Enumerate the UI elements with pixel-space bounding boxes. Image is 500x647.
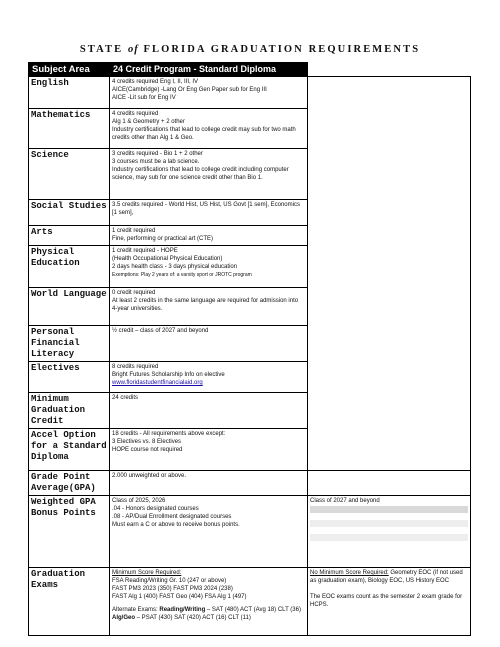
req-line: Must earn a C or above to receive bonus points.: [112, 522, 240, 528]
subject-world-language: World Language: [29, 288, 110, 326]
alt-label: Alternate Exams:: [112, 607, 158, 613]
req-line: 3 Electives vs. 8 Electives: [112, 439, 182, 445]
header-blank: [308, 63, 471, 77]
notes-column: [308, 77, 471, 471]
req-line: 4 credits required Eng I, II, III, IV: [112, 79, 199, 85]
req-line: 2.000 unweighted or above.: [112, 473, 187, 479]
req-line: HOPE course not required: [112, 447, 183, 453]
subject-financial-literacy: Personal Financial Literacy: [29, 326, 110, 362]
req-line: .04 - Honors designated courses: [112, 506, 199, 512]
subject-physical-education: Physical Education: [29, 246, 110, 288]
req-line: Industry certifications that lead to college credit including computer science, may sub for one science credit other than Bio 1.: [112, 167, 289, 181]
req-line: AICE(Cambridge) -Lang Or Eng Gen Paper sub for Eng III: [112, 87, 267, 93]
no-min-score-heading: No Minimum Score Required:: [310, 570, 389, 576]
alt-ag-label: Alg/Geo: [112, 615, 136, 621]
req-line: Bright Futures Scholarship Info on elective: [112, 372, 225, 378]
req-line: 1 credit required: [112, 228, 156, 234]
req-line: At least 2 credits in the same language are required for admission into 4-year universities.: [112, 298, 299, 312]
req-line: 1 credit required - HOPE: [112, 248, 178, 254]
subject-math: Mathematics: [29, 109, 110, 149]
req-science: [110, 149, 308, 200]
req-line: Alg 1 & Geometry + 2 other: [112, 119, 185, 125]
exams-no-min-score: [308, 568, 471, 636]
requirements-table: [28, 62, 471, 636]
req-graduation-exams: [110, 568, 308, 636]
row-english: [29, 77, 471, 109]
req-accel-option: [110, 429, 308, 471]
subject-graduation-exams: Graduation Exams: [29, 568, 110, 636]
document-title: [0, 44, 500, 55]
req-physical-education: [110, 246, 308, 288]
subject-english: English: [29, 77, 110, 109]
req-line: 8 credits required: [112, 364, 159, 370]
req-line: Fine, performing or practical art (CTE): [112, 236, 214, 242]
alt-rw-text: – SAT (480) ACT (Avg 18) CLT (36): [205, 607, 301, 613]
req-line: Industry certifications that lead to college credit may sub for two math credits other than Alg 1 & Geo.: [112, 127, 296, 141]
alt-ag-text: – PSAT (430) SAT (420) ACT (16) CLT (11): [135, 615, 251, 621]
req-financial-literacy: [110, 326, 308, 362]
title-state: STATE: [79, 44, 124, 55]
req-line: FSA Reading/Writing Gr. 10 (247 or above): [112, 578, 227, 584]
req-gpa: [110, 471, 308, 496]
req-line: FAST PM3 2023 (350) FAST PM3 2024 (238): [112, 586, 233, 592]
gpa-notes: [308, 471, 471, 496]
req-world-language: [110, 288, 308, 326]
header-subject-area: Subject Area: [29, 63, 110, 77]
subject-min-graduation-credit: Minimum Graduation Credit: [29, 393, 110, 429]
req-math: [110, 109, 308, 149]
class-2027-title: Class of 2027 and beyond: [310, 498, 380, 504]
header-program: 24 Credit Program - Standard Diploma: [110, 63, 308, 77]
subject-accel-option: Accel Option for a Standard Diploma: [29, 429, 110, 471]
req-line: 2 days health class - 3 days physical education: [112, 264, 238, 270]
row-graduation-exams: [29, 568, 471, 636]
req-line: 3.5 credits required - World Hist, US Hist, US Govt [1 sem], Economics [1 sem],: [112, 202, 300, 216]
req-weighted-gpa: [110, 496, 308, 568]
req-line: FAST Alg 1 (400) FAST Geo (404) FSA Alg 1 (497): [112, 594, 247, 600]
req-line: 4 credits required: [112, 111, 159, 117]
req-line: ½ credit – class of 2027 and beyond: [112, 328, 209, 334]
req-line: .08 - AP/Dual Enrollment designated courses: [112, 514, 232, 520]
subject-arts: Arts: [29, 226, 110, 246]
min-score-heading: Minimum Score Required:: [112, 570, 182, 576]
req-line: 3 credits required - Bio 1 + 2 other: [112, 151, 203, 157]
req-line: 3 courses must be a lab science.: [112, 159, 200, 165]
subject-science: Science: [29, 149, 110, 200]
financial-aid-link[interactable]: www.floridastudentfinancialaid.org: [112, 380, 203, 386]
title-of: of: [127, 44, 139, 55]
subject-gpa: Grade Point Average(GPA): [29, 471, 110, 496]
bonus-points-mini-table: [310, 506, 468, 548]
req-english: [110, 77, 308, 109]
title-main: FLORIDA GRADUATION REQUIREMENTS: [143, 44, 421, 55]
subject-electives: Electives: [29, 362, 110, 393]
weighted-gpa-2027: [308, 496, 471, 568]
alternate-exams-line: [112, 606, 305, 622]
req-line: Class of 2025, 2026: [112, 498, 166, 504]
req-social-studies: [110, 200, 308, 226]
no-min-score-text: Geometry EOC (if not used as graduation exam), Biology EOC, US History EOC: [310, 570, 463, 584]
req-line: (Health Occupational Physical Education): [112, 256, 223, 262]
subject-social-studies: Social Studies: [29, 200, 110, 226]
req-line: 0 credit required: [112, 290, 156, 296]
req-arts: [110, 226, 308, 246]
req-line: AICE -Lit sub for Eng IV: [112, 95, 176, 101]
req-line: Exemptions: Play 2 years of: a varsity sport or JROTC program: [112, 272, 252, 278]
req-line: 18 credits - All requirements above except:: [112, 431, 226, 437]
row-weighted-gpa: [29, 496, 471, 568]
row-gpa: [29, 471, 471, 496]
subject-weighted-gpa: Weighted GPA Bonus Points: [29, 496, 110, 568]
req-line: 24 credits: [112, 395, 139, 401]
req-min-graduation-credit: [110, 393, 308, 429]
alt-rw-label: Reading/Writing: [159, 607, 206, 613]
req-electives: [110, 362, 308, 393]
eoc-note: The EOC exams count as the semester 2 exam grade for HCPS.: [310, 594, 463, 608]
